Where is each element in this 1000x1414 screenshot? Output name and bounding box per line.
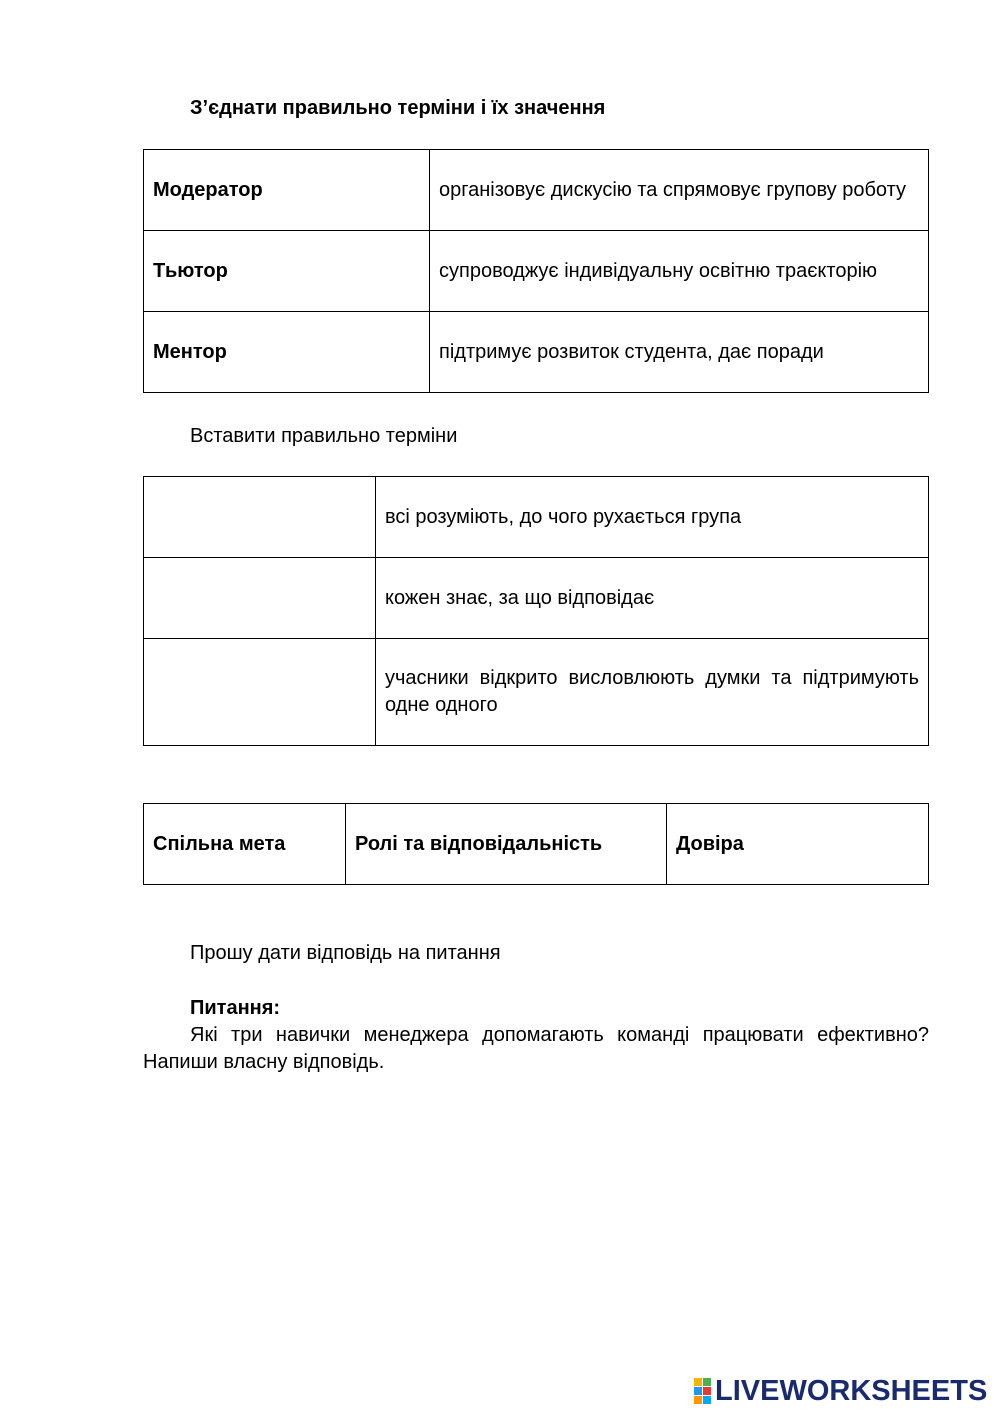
answer-cell[interactable] — [144, 477, 376, 558]
definition-cell: всі розуміють, до чого рухається група — [376, 477, 929, 558]
option-cell[interactable]: Спільна мета — [144, 804, 346, 885]
table-row — [144, 231, 929, 312]
answer-input-3[interactable] — [144, 639, 375, 745]
section1-heading: З’єднати правильно терміни і їх значення — [190, 97, 606, 119]
table-row — [144, 804, 929, 885]
option-cell[interactable]: Ролі та відповідальність — [346, 804, 667, 885]
definition-cell: організовує дискусію та спрямовує групову роботу — [430, 150, 929, 231]
fill-in-table — [143, 476, 929, 746]
table-row — [144, 558, 929, 639]
table-row — [144, 312, 929, 393]
answer-cell[interactable] — [144, 639, 376, 746]
definition-cell: учасники відкрито висловлюють думки та підтримують одне одного — [376, 639, 929, 746]
term-cell: Ментор — [144, 312, 430, 393]
matching-table — [143, 149, 929, 393]
table-row — [144, 150, 929, 231]
definition-cell: підтримує розвиток студента, дає поради — [430, 312, 929, 393]
term-cell: Тьютор — [144, 231, 430, 312]
logo-text: LIVEWORKSHEETS — [715, 1374, 988, 1407]
options-table — [143, 803, 929, 885]
answer-cell[interactable] — [144, 558, 376, 639]
question-text: Які три навички менеджера допомагають команді працювати ефективно? Напиши власну відповідь. — [143, 1024, 929, 1073]
term-cell: Модератор — [144, 150, 430, 231]
answer-input-2[interactable] — [144, 558, 375, 638]
definition-cell: кожен знає, за що відповідає — [376, 558, 929, 639]
answer-input-1[interactable] — [144, 477, 375, 557]
question-label: Питання: — [190, 997, 281, 1019]
table-row — [144, 477, 929, 558]
brand-logo — [694, 1376, 987, 1406]
option-cell[interactable]: Довіра — [667, 804, 929, 885]
logo-icon — [694, 1378, 711, 1404]
section2-heading: Вставити правильно терміни — [190, 425, 458, 447]
definition-cell: супроводжує індивідуальну освітню траєкторію — [430, 231, 929, 312]
table-row — [144, 639, 929, 746]
section3-intro: Прошу дати відповідь на питання — [190, 942, 501, 964]
